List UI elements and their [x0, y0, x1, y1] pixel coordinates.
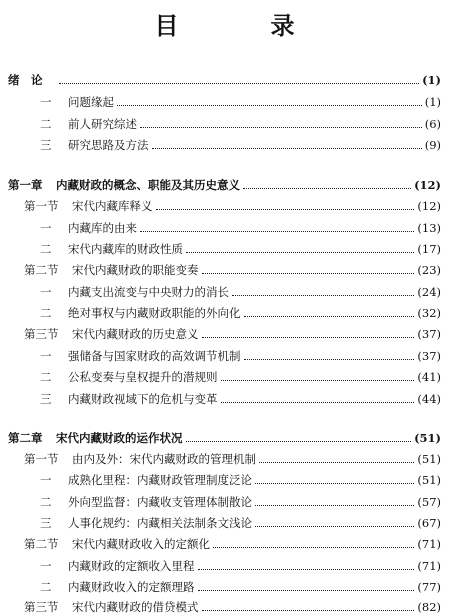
- toc-entry-title: 内藏库的由来: [68, 221, 137, 235]
- toc-leader-dots: [221, 368, 415, 386]
- toc-entry: [8, 429, 441, 447]
- toc-entry-title: 由内及外：宋代内藏财政的管理机制: [72, 452, 256, 466]
- toc-page-number: (77): [417, 580, 441, 594]
- toc-leader-dots: [221, 390, 415, 408]
- toc-entry-number: 二: [40, 370, 52, 384]
- toc-entry: [8, 71, 441, 89]
- toc-entry: [40, 390, 441, 408]
- toc-leader-dots: [232, 283, 414, 301]
- toc-entry-number: 三: [40, 138, 52, 152]
- toc-leader-dots: [140, 219, 414, 237]
- toc-entry: [40, 493, 441, 511]
- toc-page-number: (82): [417, 600, 441, 614]
- toc-leader-dots: [255, 514, 414, 532]
- toc-entry-title: 宋代内藏财政收入的定额化: [72, 537, 210, 551]
- toc-entry: [40, 240, 441, 258]
- toc-entry-title: 宋代内藏库的财政性质: [68, 242, 183, 256]
- toc-entry-number: 第一章: [8, 178, 43, 192]
- toc-entry: [24, 598, 441, 616]
- toc-leader-dots: [140, 115, 422, 133]
- toc-entry-number: 第二章: [8, 431, 43, 445]
- toc-page-number: (1): [424, 95, 441, 109]
- toc-entry-number: 一: [40, 95, 52, 109]
- toc-page-number: (32): [417, 306, 441, 320]
- toc-leader-dots: [202, 598, 415, 616]
- toc-entry: [40, 93, 441, 111]
- toc-page-number: (6): [424, 117, 441, 131]
- toc-page-number: (51): [414, 431, 441, 445]
- toc-page-number: (9): [424, 138, 441, 152]
- toc-page-number: (71): [417, 559, 441, 573]
- toc-entry: [24, 261, 441, 279]
- toc-page-number: (12): [414, 178, 441, 192]
- toc-entry-number: 一: [40, 285, 52, 299]
- toc-page-number: (44): [417, 392, 441, 406]
- toc-page-number: (37): [417, 349, 441, 363]
- toc-entry-title: 前人研究综述: [68, 117, 137, 131]
- toc-entry: [8, 176, 441, 194]
- toc-entry-title: 宋代内藏财政的历史意义: [72, 327, 199, 341]
- toc-entry: [40, 347, 441, 365]
- toc-entry-number: 二: [40, 580, 52, 594]
- toc-leader-dots: [202, 261, 415, 279]
- toc-entry-number: 第三节: [24, 327, 59, 341]
- toc-entry-number: 二: [40, 495, 52, 509]
- toc-entry-title: 宋代内藏财政的运作状况: [56, 431, 183, 445]
- toc-entry: [40, 368, 441, 386]
- toc-entry: [24, 197, 441, 215]
- toc-entry-title: 宋代内藏财政的借贷模式: [72, 600, 199, 614]
- toc-page-number: (24): [417, 285, 441, 299]
- toc-entry-number: 三: [40, 392, 52, 406]
- toc-entry: [40, 578, 441, 596]
- toc-page-number: (51): [417, 452, 441, 466]
- toc-leader-dots: [202, 325, 415, 343]
- toc-leader-dots: [186, 429, 412, 447]
- toc-entry-number: 二: [40, 306, 52, 320]
- toc-entry-title: 研究思路及方法: [68, 138, 149, 152]
- toc-entry-number: 第二节: [24, 263, 59, 277]
- toc-entry: [40, 557, 441, 575]
- toc-entry-number: 一: [40, 559, 52, 573]
- toc-leader-dots: [156, 197, 415, 215]
- toc-entry-title: 内藏财政视域下的危机与变革: [68, 392, 218, 406]
- toc-leader-dots: [117, 93, 422, 111]
- toc-entry-number: 第一节: [24, 452, 59, 466]
- toc-entry: [24, 535, 441, 553]
- toc-page-number: (17): [417, 242, 441, 256]
- toc-entry-number: 第一节: [24, 199, 59, 213]
- toc-leader-dots: [152, 136, 422, 154]
- toc-entry-title: 强储备与国家财政的高效调节机制: [68, 349, 241, 363]
- toc-page-number: (1): [422, 73, 441, 87]
- toc-page-number: (37): [417, 327, 441, 341]
- toc-entry-number: 第三节: [24, 600, 59, 614]
- toc-entry: [40, 115, 441, 133]
- toc-entry-number: 一: [40, 349, 52, 363]
- toc-entry-number: 一: [40, 221, 52, 235]
- toc-leader-dots: [244, 304, 415, 322]
- toc-entry-title: 问题缘起: [68, 95, 114, 109]
- toc-entry-number: 二: [40, 242, 52, 256]
- page-title: 目 录: [154, 11, 329, 40]
- toc-entry-title: 成熟化里程：内藏财政管理制度泛论: [68, 473, 252, 487]
- toc-leader-dots: [243, 176, 411, 194]
- toc-page-number: (23): [417, 263, 441, 277]
- toc-entry-number: 绪 论: [8, 73, 43, 87]
- toc-page-number: (13): [417, 221, 441, 235]
- toc-entry: [24, 450, 441, 468]
- toc-page-number: (12): [417, 199, 441, 213]
- toc-entry: [40, 514, 441, 532]
- toc-page-number: (67): [417, 516, 441, 530]
- toc-leader-dots: [259, 450, 414, 468]
- toc-page-number: (71): [417, 537, 441, 551]
- toc-leader-dots: [244, 347, 415, 365]
- toc-entry-title: 内藏支出流变与中央财力的消长: [68, 285, 229, 299]
- toc-entry-title: 公私变奏与皇权提升的潜规则: [68, 370, 218, 384]
- toc-page-number: (41): [417, 370, 441, 384]
- toc-entry: [40, 471, 441, 489]
- toc-entry: [40, 136, 441, 154]
- toc-entry: [40, 219, 441, 237]
- toc-leader-dots: [255, 493, 414, 511]
- toc-entry-title: 内藏财政的概念、职能及其历史意义: [56, 178, 240, 192]
- toc-entry-title: 内藏财政的定额收入里程: [68, 559, 195, 573]
- toc-entry-title: 绝对事权与内藏财政职能的外向化: [68, 306, 241, 320]
- toc-leader-dots: [198, 578, 415, 596]
- toc-entry-title: 内藏财政收入的定额理路: [68, 580, 195, 594]
- toc-leader-dots: [255, 471, 414, 489]
- toc-leader-dots: [186, 240, 414, 258]
- toc-leader-dots: [59, 71, 419, 89]
- toc-leader-dots: [198, 557, 415, 575]
- toc-entry-number: 二: [40, 117, 52, 131]
- toc-entry-title: 人事化规约：内藏相关法制条文浅论: [68, 516, 252, 530]
- toc-entry: [40, 283, 441, 301]
- toc-entry-number: 一: [40, 473, 52, 487]
- toc-entry-number: 三: [40, 516, 52, 530]
- toc-leader-dots: [213, 535, 414, 553]
- toc-entry-title: 宋代内藏财政的职能变奏: [72, 263, 199, 277]
- toc-entry: [24, 325, 441, 343]
- toc-page-number: (51): [417, 473, 441, 487]
- toc-entry: [40, 304, 441, 322]
- toc-entry-title: 宋代内藏库释义: [72, 199, 153, 213]
- toc-page-number: (57): [417, 495, 441, 509]
- toc-entry-title: 外向型监督：内藏收支管理体制散论: [68, 495, 252, 509]
- toc-entry-number: 第二节: [24, 537, 59, 551]
